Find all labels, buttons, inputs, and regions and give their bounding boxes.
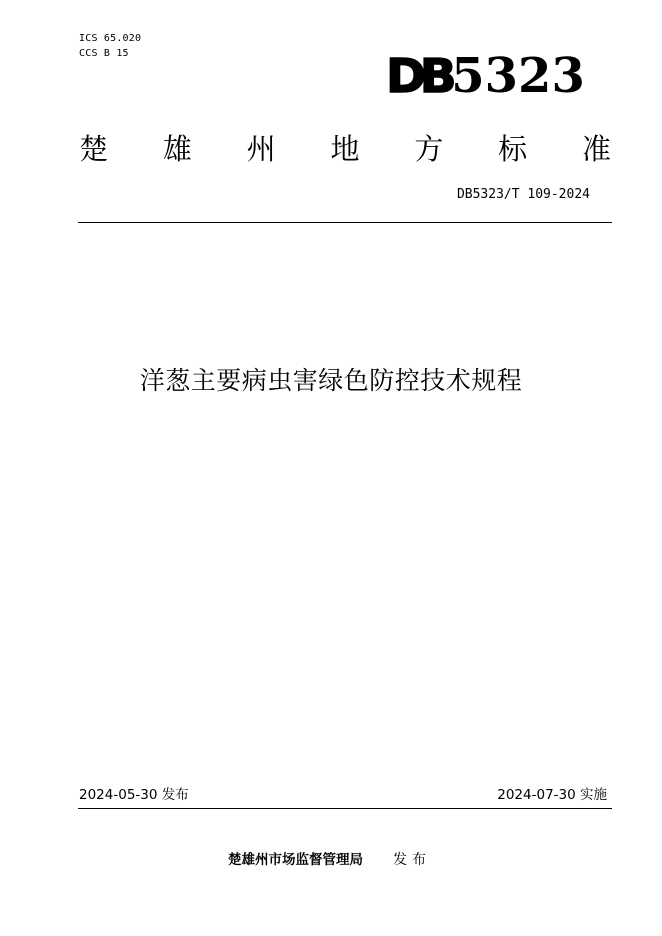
standard-type-char: 楚 <box>79 132 109 166</box>
standard-type-char: 州 <box>246 132 276 166</box>
standard-type-char: 标 <box>498 132 528 166</box>
standard-type-heading <box>79 131 611 167</box>
ccs-code: CCS B 15 <box>79 48 129 59</box>
logo-letters: DB <box>386 49 451 103</box>
standard-logo <box>386 44 585 102</box>
effective-date: 2024-07-30 实施 <box>497 787 607 803</box>
issuing-authority: 楚雄州市场监督管理局 <box>228 852 363 868</box>
header-divider <box>78 222 612 223</box>
logo-number: 5323 <box>451 48 585 104</box>
standard-type-char: 方 <box>414 132 444 166</box>
publish-date: 2024-05-30 发布 <box>79 787 189 803</box>
standard-type-char: 地 <box>330 132 360 166</box>
standard-type-char: 雄 <box>162 132 192 166</box>
issue-label: 发布 <box>393 852 431 868</box>
document-title: 洋葱主要病虫害绿色防控技术规程 <box>139 366 523 395</box>
footer-divider <box>78 808 612 809</box>
standard-number: DB5323/T 109-2024 <box>456 187 590 202</box>
standard-type-char: 准 <box>581 132 611 166</box>
issuer-line <box>228 850 431 870</box>
ics-code: ICS 65.020 <box>79 33 142 44</box>
